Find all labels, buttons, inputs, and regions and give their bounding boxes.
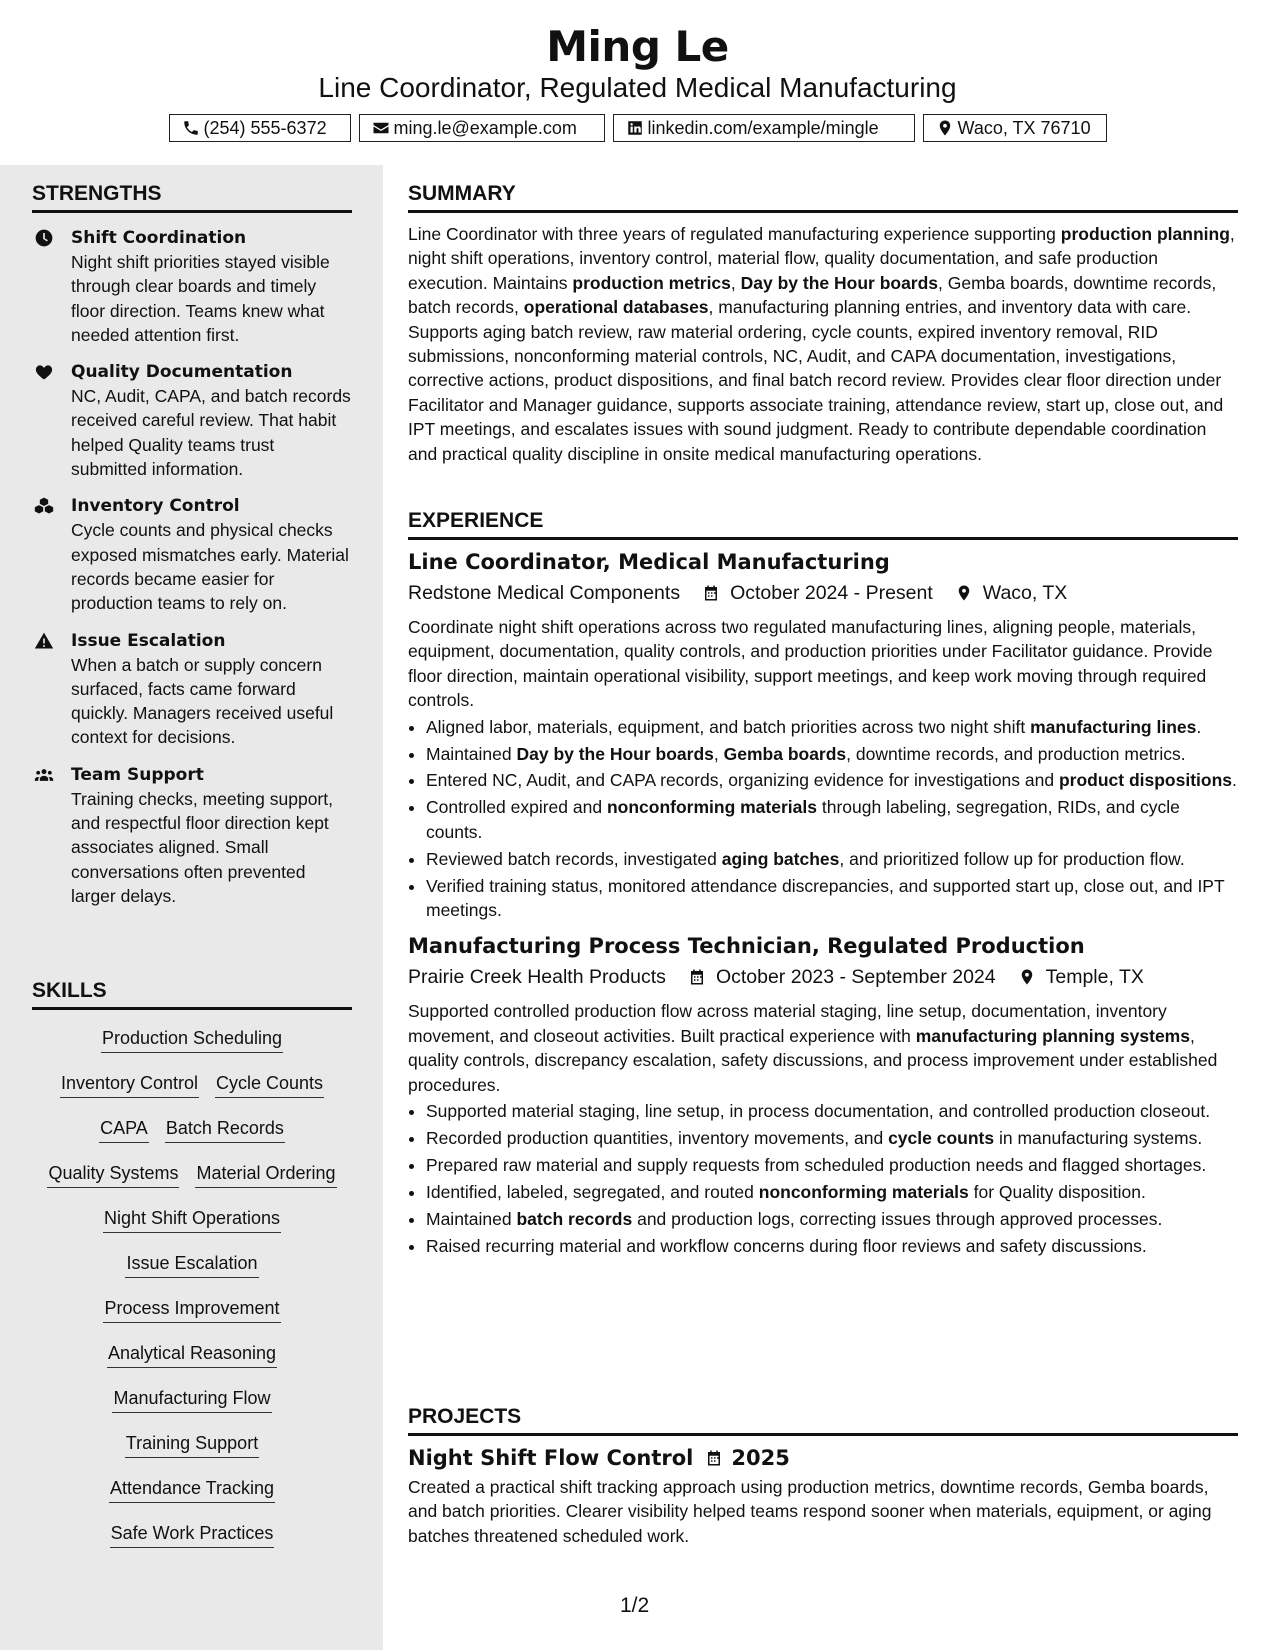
- job-bullets: [408, 715, 1238, 923]
- job-company: Prairie Creek Health Products: [408, 966, 666, 989]
- strength-item: [32, 763, 352, 908]
- job-description: Coordinate night shift operations across two regulated manufacturing lines, aligning people, materials, equipment, documentation, quality controls, and production priorities under Facilitator guidance. Provide floor direction, maintain operational visibility, support meetings, and keep work moving through required controls.: [408, 617, 1213, 711]
- bullet-item: • Reviewed batch records, investigated aging batches, and prioritized follow up for production flow.: [426, 847, 1238, 871]
- bullet-item: • Supported material staging, line setup, in process documentation, and controlled production closeout.: [426, 1099, 1238, 1123]
- job-entry: [408, 548, 1238, 922]
- project-year: 2025: [731, 1446, 790, 1470]
- skill-tag: Inventory Control: [60, 1071, 199, 1098]
- contact-email[interactable]: [359, 114, 605, 142]
- location-text: Waco, TX 76710: [957, 117, 1091, 138]
- job-location: Waco, TX: [982, 582, 1068, 604]
- project-description: Created a practical shift tracking approach using production metrics, downtime records, Gemba boards, and batch priorities. Clearer visibility helped teams respond sooner when materials, equipment, or aging batches threatened scheduled work.: [408, 1477, 1212, 1546]
- jobs-list: [408, 548, 1238, 1258]
- skill-tag: Cycle Counts: [215, 1071, 324, 1098]
- strength-item: [32, 629, 352, 750]
- skill-row: [107, 1341, 277, 1386]
- page-number: 1/2: [620, 1594, 650, 1617]
- strength-title: Shift Coordination: [71, 228, 247, 248]
- strength-desc: NC, Audit, CAPA, and batch records received careful review. That habit helped Quality teams trust submitted information.: [71, 386, 351, 480]
- skill-tag: Manufacturing Flow: [112, 1386, 271, 1413]
- strength-desc: Night shift priorities stayed visible through clear boards and timely floor direction. Teams knew what needed attention first.: [71, 252, 330, 345]
- heart-icon: [34, 362, 54, 382]
- summary-section: [408, 182, 1238, 466]
- bullet-item: • Maintained Day by the Hour boards, Gemba boards, downtime records, and production metrics.: [426, 742, 1238, 766]
- warning-icon: [34, 631, 54, 651]
- bullet-item: • Aligned labor, materials, equipment, and batch priorities across two night shift manufacturing lines.: [426, 715, 1238, 739]
- job-meta: [408, 962, 1238, 992]
- skills-list: [32, 1026, 352, 1566]
- job-entry: [408, 932, 1238, 1258]
- skill-tag: Batch Records: [165, 1116, 285, 1143]
- strength-desc: Training checks, meeting support, and respectful floor direction kept associates aligned. Small conversations often prevented larger delays.: [71, 788, 333, 906]
- experience-heading: EXPERIENCE: [408, 509, 1238, 540]
- strength-title: Team Support: [71, 764, 204, 785]
- skill-row: [101, 1026, 283, 1071]
- skill-tag: Quality Systems: [47, 1161, 179, 1188]
- job-title: Manufacturing Process Technician, Regulated Production: [408, 934, 1085, 959]
- contact-linkedin[interactable]: [613, 114, 915, 142]
- job-location: Temple, TX: [1045, 966, 1144, 989]
- job-dates: October 2023 - September 2024: [715, 966, 996, 989]
- skill-row: [47, 1161, 336, 1206]
- linkedin-text: linkedin.com/example/mingle: [647, 117, 879, 138]
- contact-bar: [0, 114, 1275, 142]
- strength-item: [32, 226, 352, 347]
- skill-tag: Night Shift Operations: [103, 1206, 281, 1233]
- bullet-item: • Raised recurring material and workflow concerns during floor reviews and safety discussions.: [426, 1234, 1238, 1258]
- calendar-icon: [702, 583, 720, 603]
- summary-text: Line Coordinator with three years of regulated manufacturing experience supporting production planning, night shift operations, inventory control, material flow, quality documentation, and safe production execution. Maintains production metrics, Day by the Hour boards, Gemba boards, downtime records, batch records, operational databases, manufacturing planning entries, and inventory data with care. Supports aging batch review, raw material ordering, cycle counts, expired inventory removal, RID submissions, nonconforming material controls, NC, Audit, and CAPA documentation, investigations, corrective actions, product dispositions, and final batch record review. Provides clear floor direction under Facilitator and Manager guidance, supports associate training, attendance review, start up, close out, and IPT meetings, and escalates issues with sound judgment. Ready to contribute dependable coordination and practical quality discipline in onsite medical manufacturing operations.: [408, 224, 1235, 464]
- skill-row: [103, 1206, 281, 1251]
- skill-tag: Analytical Reasoning: [107, 1341, 277, 1368]
- users-icon: [34, 765, 54, 785]
- phone-text: (254) 555-6372: [203, 117, 327, 138]
- sidebar: [0, 165, 383, 1650]
- bullet-item: • Prepared raw material and supply requests from scheduled production needs and flagged shortages.: [426, 1153, 1238, 1177]
- phone-icon: [182, 119, 200, 137]
- skill-tag: Training Support: [125, 1431, 259, 1458]
- strength-title: Quality Documentation: [71, 362, 293, 383]
- bullet-item: • Entered NC, Audit, and CAPA records, organizing evidence for investigations and product dispositions.: [426, 768, 1238, 792]
- skill-row: [110, 1521, 275, 1566]
- projects-section: [408, 1405, 1238, 1548]
- skills-section: [32, 979, 352, 1566]
- strength-item: [32, 494, 352, 615]
- job-meta: [408, 578, 1238, 608]
- skill-row: [109, 1476, 275, 1521]
- map-pin-icon: [955, 583, 973, 603]
- skill-tag: Material Ordering: [195, 1161, 336, 1188]
- skill-row: [112, 1386, 271, 1431]
- skill-row: [103, 1296, 280, 1341]
- job-title: Line Coordinator, Medical Manufacturing: [408, 550, 890, 574]
- strength-item: [32, 360, 352, 481]
- contact-location: [923, 114, 1107, 142]
- skill-row: [60, 1071, 324, 1116]
- resume-header: [0, 0, 1275, 165]
- experience-section: [408, 509, 1238, 1260]
- projects-heading: PROJECTS: [408, 1405, 1238, 1436]
- map-pin-icon: [1018, 967, 1036, 987]
- skills-heading: SKILLS: [32, 979, 352, 1010]
- bullet-item: • Maintained batch records and production logs, correcting issues through approved processes.: [426, 1207, 1238, 1231]
- job-company: Redstone Medical Components: [408, 582, 681, 604]
- bullet-item: • Controlled expired and nonconforming materials through labeling, segregation, RIDs, and cycle counts.: [426, 795, 1238, 844]
- skill-row: [125, 1431, 259, 1476]
- calendar-icon: [688, 967, 706, 987]
- skill-row: [125, 1251, 258, 1296]
- bullet-item: • Verified training status, monitored attendance discrepancies, and supported start up, close out, and IPT meetings.: [426, 874, 1238, 923]
- job-description: Supported controlled production flow across material staging, line setup, documentation, inventory movement, and closeout activities. Built practical experience with manufacturing planning systems, quality controls, discrepancy escalation, safety discussions, and process improvement under established procedures.: [408, 1001, 1218, 1095]
- bullet-item: • Identified, labeled, segregated, and routed nonconforming materials for Quality disposition.: [426, 1180, 1238, 1204]
- project-title: Night Shift Flow Control: [408, 1446, 694, 1470]
- skill-tag: CAPA: [99, 1116, 149, 1143]
- strength-title: Issue Escalation: [71, 630, 226, 651]
- calendar-icon: [705, 1448, 723, 1468]
- skill-tag: Attendance Tracking: [109, 1476, 275, 1503]
- project-entry: [408, 1444, 1238, 1548]
- job-dates: October 2024 - Present: [730, 582, 933, 604]
- skill-tag: Production Scheduling: [101, 1026, 283, 1053]
- contact-phone[interactable]: [169, 114, 351, 142]
- strength-desc: When a batch or supply concern surfaced, facts came forward quickly. Managers received useful context for decisions.: [71, 654, 334, 748]
- project-header: [408, 1444, 1238, 1472]
- strengths-heading: STRENGTHS: [32, 182, 352, 213]
- clock-icon: [34, 228, 54, 248]
- projects-list: [408, 1444, 1238, 1548]
- map-pin-icon: [936, 119, 954, 137]
- skill-tag: Issue Escalation: [125, 1251, 258, 1278]
- candidate-title: Line Coordinator, Regulated Medical Manufacturing: [318, 72, 957, 103]
- envelope-icon: [372, 119, 390, 137]
- candidate-name: Ming Le: [546, 22, 729, 71]
- cubes-icon: [34, 496, 54, 516]
- job-bullets: [408, 1099, 1238, 1258]
- strength-title: Inventory Control: [71, 496, 240, 517]
- linkedin-icon: [626, 119, 644, 137]
- strengths-list: [32, 226, 352, 908]
- skill-row: [99, 1116, 285, 1161]
- skill-tag: Safe Work Practices: [110, 1521, 275, 1548]
- summary-heading: SUMMARY: [408, 182, 1238, 213]
- email-text: ming.le@example.com: [393, 117, 577, 138]
- skill-tag: Process Improvement: [103, 1296, 280, 1323]
- strength-desc: Cycle counts and physical checks exposed mismatches early. Material records became easier for production teams to rely on.: [71, 520, 349, 614]
- bullet-item: • Recorded production quantities, inventory movements, and cycle counts in manufacturing systems.: [426, 1126, 1238, 1150]
- strengths-section: [32, 182, 352, 908]
